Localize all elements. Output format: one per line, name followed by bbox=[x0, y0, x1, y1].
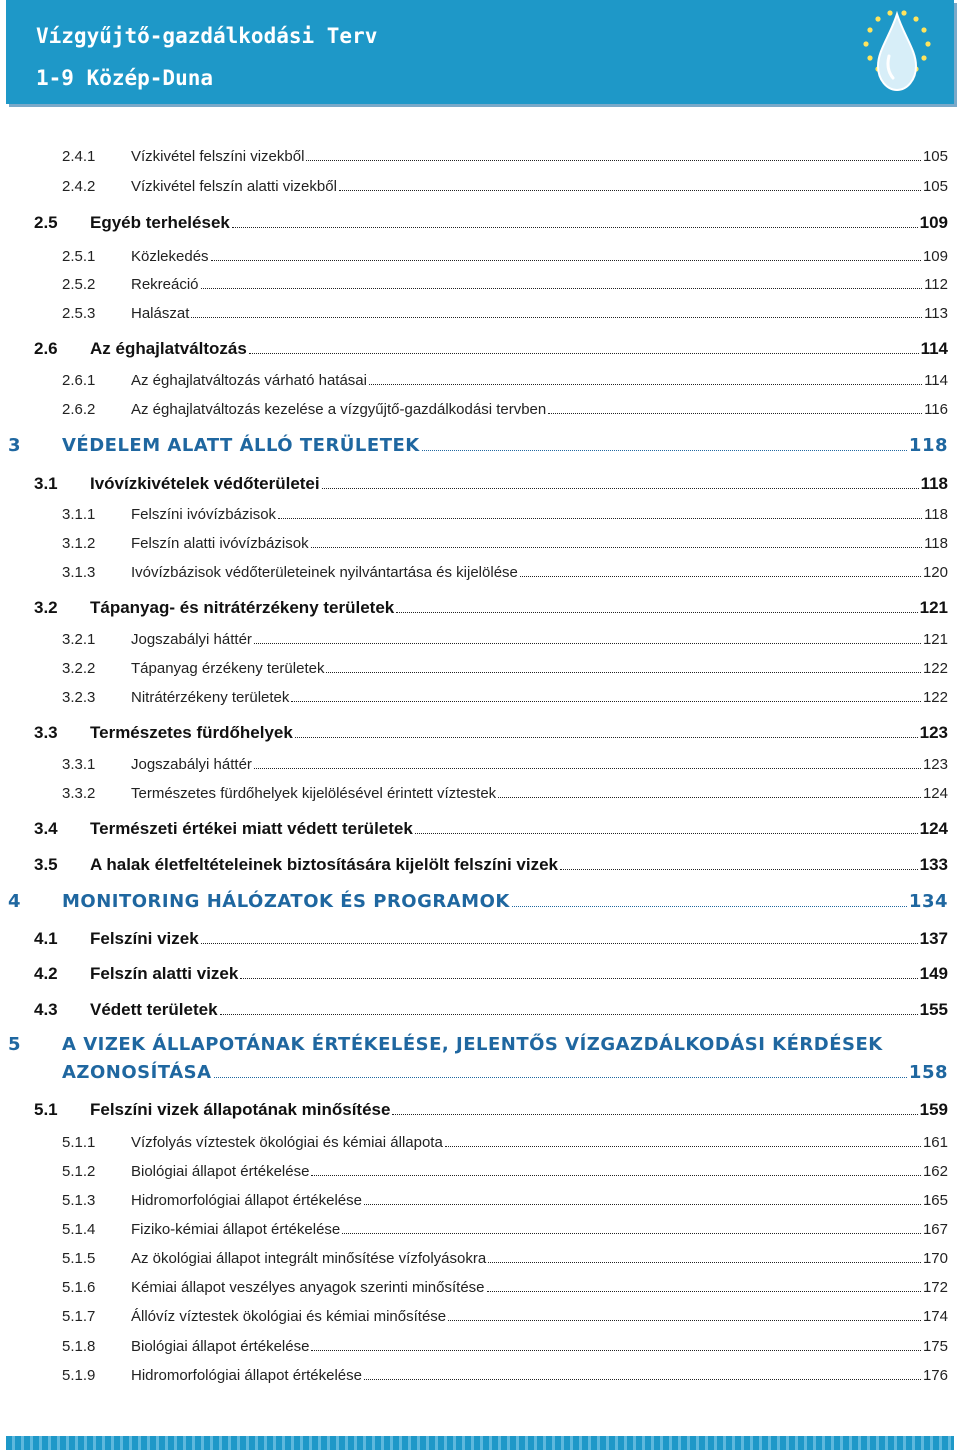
toc-subsection-row[interactable] bbox=[62, 689, 948, 706]
toc-subsection-row[interactable] bbox=[62, 1134, 948, 1151]
toc-dot-leader bbox=[392, 1100, 917, 1115]
toc-number: 4 bbox=[8, 891, 22, 912]
toc-page-number: 118 bbox=[920, 474, 948, 493]
toc-subsection-row[interactable] bbox=[62, 1338, 948, 1355]
toc-number: 5.1.2 bbox=[62, 1163, 96, 1180]
toc-subsection-row[interactable] bbox=[62, 564, 948, 581]
toc-title: Felszíni vizek állapotának minősítése bbox=[90, 1100, 391, 1119]
toc-title: Ivóvízkivételek védőterületei bbox=[90, 474, 320, 493]
toc-subsection-row[interactable] bbox=[62, 305, 948, 322]
toc-subsection-row[interactable] bbox=[62, 1367, 948, 1384]
toc-number: 3.5 bbox=[34, 855, 58, 874]
toc-section-row[interactable] bbox=[34, 929, 948, 949]
toc-page-number: 109 bbox=[919, 213, 948, 232]
toc-page-number: 118 bbox=[924, 506, 948, 523]
toc-dot-leader bbox=[396, 598, 917, 613]
toc-dot-leader bbox=[291, 689, 921, 702]
toc-dot-leader bbox=[295, 723, 918, 738]
toc-title: Halászat bbox=[131, 305, 190, 322]
toc-dot-leader bbox=[232, 213, 918, 228]
toc-number: 2.6 bbox=[34, 339, 58, 358]
toc-subsection-row[interactable] bbox=[62, 1192, 948, 1209]
toc-dot-leader bbox=[211, 248, 921, 261]
toc-subsection-row[interactable] bbox=[62, 1279, 948, 1296]
toc-number: 5 bbox=[8, 1034, 22, 1055]
toc-number: 3.3 bbox=[34, 723, 58, 742]
toc-page-number: 162 bbox=[922, 1163, 948, 1180]
toc-page-number: 155 bbox=[919, 1000, 948, 1019]
toc-page-number: 170 bbox=[922, 1250, 948, 1267]
toc-subsection-row[interactable] bbox=[62, 1163, 948, 1180]
toc-subsection-row[interactable] bbox=[62, 401, 948, 418]
toc-subsection-row[interactable] bbox=[62, 248, 948, 265]
toc-dot-leader bbox=[520, 564, 921, 577]
toc-number: 2.5.3 bbox=[62, 305, 96, 322]
toc-title: Vízkivétel felszín alatti vizekből bbox=[131, 178, 337, 195]
toc-page-number: 121 bbox=[922, 631, 948, 648]
toc-page-number: 118 bbox=[924, 535, 948, 552]
toc-chapter-row[interactable] bbox=[8, 435, 948, 456]
toc-subsection-row[interactable] bbox=[62, 1308, 948, 1325]
toc-subsection-row[interactable] bbox=[62, 631, 948, 648]
toc-title: Az éghajlatváltozás kezelése a vízgyűjtő-gazdálkodási tervben bbox=[131, 401, 547, 418]
toc-title: Tápanyag érzékeny területek bbox=[131, 660, 325, 677]
toc-number: 5.1.4 bbox=[62, 1221, 96, 1238]
toc-page-number: 123 bbox=[922, 756, 948, 773]
toc-title: Vízkivétel felszíni vizekből bbox=[131, 148, 305, 165]
toc-number: 3.1.1 bbox=[62, 506, 96, 523]
toc-subsection-row[interactable] bbox=[62, 756, 948, 773]
toc-page-number: 122 bbox=[922, 689, 948, 706]
toc-title: Rekreáció bbox=[131, 276, 199, 293]
toc-page-number: 165 bbox=[922, 1192, 948, 1209]
toc-page-number: 109 bbox=[922, 248, 948, 265]
toc-subsection-row[interactable] bbox=[62, 660, 948, 677]
toc-page-number: 120 bbox=[922, 564, 948, 581]
toc-dot-leader bbox=[201, 929, 918, 944]
toc-page-number: 105 bbox=[922, 178, 948, 195]
toc-dot-leader bbox=[364, 1192, 921, 1205]
toc-title: Tápanyag- és nitrátérzékeny területek bbox=[90, 598, 395, 617]
toc-page-number: 112 bbox=[924, 276, 948, 293]
toc-number: 5.1.6 bbox=[62, 1279, 96, 1296]
toc-title: Hidromorfológiai állapot értékelése bbox=[131, 1367, 362, 1384]
toc-number: 5.1.9 bbox=[62, 1367, 96, 1384]
toc-section-row[interactable] bbox=[34, 1000, 948, 1020]
toc-page-number: 176 bbox=[922, 1367, 948, 1384]
toc-section-row[interactable] bbox=[34, 819, 948, 839]
toc-number: 2.6.2 bbox=[62, 401, 96, 418]
toc-number: 4.3 bbox=[34, 1000, 58, 1019]
footer-bar bbox=[6, 1436, 954, 1450]
toc-page-number: 133 bbox=[919, 855, 948, 874]
toc-subsection-row[interactable] bbox=[62, 785, 948, 802]
toc-title: Fiziko-kémiai állapot értékelése bbox=[131, 1221, 341, 1238]
toc-title: Jogszabályi háttér bbox=[131, 631, 252, 648]
toc-dot-leader bbox=[254, 756, 921, 769]
toc-number: 3.3.2 bbox=[62, 785, 96, 802]
toc-dot-leader bbox=[445, 1134, 921, 1147]
toc-dot-leader bbox=[498, 785, 921, 798]
toc-title: Jogszabályi háttér bbox=[131, 756, 252, 773]
toc-dot-leader bbox=[339, 178, 921, 191]
toc-page-number: 105 bbox=[922, 148, 948, 165]
toc-number: 5.1.7 bbox=[62, 1308, 96, 1325]
toc-page-number: 174 bbox=[922, 1308, 948, 1325]
toc-number: 5.1.1 bbox=[62, 1134, 96, 1151]
toc-dot-leader bbox=[214, 1063, 907, 1078]
toc-dot-leader bbox=[560, 855, 918, 870]
toc-title: Felszín alatti ivóvízbázisok bbox=[131, 535, 309, 552]
toc-dot-leader bbox=[191, 305, 922, 318]
toc-number: 2.4.1 bbox=[62, 148, 96, 165]
toc-section-row[interactable] bbox=[34, 964, 948, 984]
toc-dot-leader bbox=[422, 436, 907, 451]
toc-page-number: 114 bbox=[924, 372, 948, 389]
toc-page-number: 175 bbox=[922, 1338, 948, 1355]
toc-title: Védett területek bbox=[90, 1000, 218, 1019]
toc-dot-leader bbox=[512, 892, 907, 907]
toc-title: Felszíni vizek bbox=[90, 929, 199, 948]
toc-title: Vízfolyás víztestek ökológiai és kémiai állapota bbox=[131, 1134, 443, 1151]
toc-dot-leader bbox=[488, 1250, 921, 1263]
toc-section-row[interactable] bbox=[34, 339, 948, 359]
toc-page-number: 123 bbox=[919, 723, 948, 742]
toc-dot-leader bbox=[306, 148, 921, 161]
toc-title-continued: AZONOSÍTÁSA bbox=[62, 1062, 212, 1083]
toc-page-number: 172 bbox=[922, 1279, 948, 1296]
toc-section-row[interactable] bbox=[34, 213, 948, 233]
toc-page-number: 167 bbox=[922, 1221, 948, 1238]
toc-chapter-row[interactable] bbox=[8, 891, 948, 912]
toc-dot-leader bbox=[249, 339, 919, 354]
toc-number: 5.1.8 bbox=[62, 1338, 96, 1355]
toc-number: 2.6.1 bbox=[62, 372, 96, 389]
toc-dot-leader bbox=[448, 1308, 921, 1321]
toc-page-number: 122 bbox=[922, 660, 948, 677]
toc-page-number: 159 bbox=[919, 1100, 948, 1119]
toc-dot-leader bbox=[220, 1000, 918, 1015]
toc-subsection-row[interactable] bbox=[62, 506, 948, 523]
toc-title: Az éghajlatváltozás várható hatásai bbox=[131, 372, 367, 389]
toc-title: VÉDELEM ALATT ÁLLÓ TERÜLETEK bbox=[62, 435, 420, 456]
toc-number: 3.2.2 bbox=[62, 660, 96, 677]
toc-number: 3 bbox=[8, 435, 22, 456]
toc-dot-leader bbox=[311, 1338, 921, 1351]
toc-number: 2.4.2 bbox=[62, 178, 96, 195]
toc-page-number: 149 bbox=[919, 964, 948, 983]
toc-page-number: 137 bbox=[919, 929, 948, 948]
toc-title: A halak életfeltételeinek biztosítására kijelölt felszíni vizek bbox=[90, 855, 558, 874]
toc-subsection-row[interactable] bbox=[62, 1221, 948, 1238]
toc-dot-leader bbox=[240, 964, 917, 979]
toc-number: 3.4 bbox=[34, 819, 58, 838]
toc-title: Természetes fürdőhelyek bbox=[90, 723, 293, 742]
toc-page-number: 161 bbox=[922, 1134, 948, 1151]
toc-title: Kémiai állapot veszélyes anyagok szerinti minősítése bbox=[131, 1279, 485, 1296]
toc-number: 3.2 bbox=[34, 598, 58, 617]
toc-number: 5.1.5 bbox=[62, 1250, 96, 1267]
toc-dot-leader bbox=[369, 372, 922, 385]
toc-dot-leader bbox=[254, 631, 921, 644]
toc-dot-leader bbox=[326, 660, 921, 673]
toc-subsection-row[interactable] bbox=[62, 372, 948, 389]
toc-number: 3.2.3 bbox=[62, 689, 96, 706]
toc-number: 2.5 bbox=[34, 213, 58, 232]
toc-page-number: 134 bbox=[908, 891, 948, 912]
toc-dot-leader bbox=[342, 1221, 921, 1234]
toc-title: Hidromorfológiai állapot értékelése bbox=[131, 1192, 362, 1209]
toc-title: MONITORING HÁLÓZATOK ÉS PROGRAMOK bbox=[62, 891, 510, 912]
toc-dot-leader bbox=[311, 535, 923, 548]
toc-dot-leader bbox=[548, 401, 922, 414]
toc-section-row[interactable] bbox=[34, 598, 948, 618]
toc-title: Ivóvízbázisok védőterületeinek nyilvántartása és kijelölése bbox=[131, 564, 518, 581]
toc-dot-leader bbox=[311, 1163, 921, 1176]
toc-section-row[interactable] bbox=[34, 723, 948, 743]
toc-number: 2.5.1 bbox=[62, 248, 96, 265]
toc-dot-leader bbox=[201, 276, 923, 289]
toc-dot-leader bbox=[487, 1279, 921, 1292]
toc-section-row[interactable] bbox=[34, 1100, 948, 1120]
toc-title: Biológiai állapot értékelése bbox=[131, 1338, 310, 1355]
toc-page-number: 118 bbox=[908, 435, 948, 456]
toc-subsection-row[interactable] bbox=[62, 178, 948, 195]
toc-number: 3.2.1 bbox=[62, 631, 96, 648]
toc-subsection-row[interactable] bbox=[62, 1250, 948, 1267]
toc-subsection-row[interactable] bbox=[62, 276, 948, 293]
toc-dot-leader bbox=[322, 474, 919, 489]
toc-page-number: 113 bbox=[924, 305, 948, 322]
toc-number: 3.3.1 bbox=[62, 756, 96, 773]
toc-number: 3.1.2 bbox=[62, 535, 96, 552]
toc-number: 4.2 bbox=[34, 964, 58, 983]
toc-title: Az ökológiai állapot integrált minősítése vízfolyásokra bbox=[131, 1250, 487, 1267]
toc-section-row[interactable] bbox=[34, 855, 948, 875]
toc-title: Nitrátérzékeny területek bbox=[131, 689, 290, 706]
toc-number: 5.1 bbox=[34, 1100, 58, 1119]
toc-title: A VIZEK ÁLLAPOTÁNAK ÉRTÉKELÉSE, JELENTŐS VÍZGAZDÁLKODÁSI KÉRDÉSEK bbox=[62, 1034, 883, 1055]
document-subtitle: 1-9 Közép-Duna bbox=[36, 66, 214, 90]
toc-title: Felszín alatti vizek bbox=[90, 964, 239, 983]
toc-dot-leader bbox=[415, 819, 918, 834]
toc-title: Felszíni ivóvízbázisok bbox=[131, 506, 277, 523]
toc-page-number: 158 bbox=[908, 1062, 948, 1083]
toc-number: 5.1.3 bbox=[62, 1192, 96, 1209]
toc-title: Közlekedés bbox=[131, 248, 209, 265]
toc-title: Az éghajlatváltozás bbox=[90, 339, 247, 358]
toc-page-number: 124 bbox=[922, 785, 948, 802]
toc-page-number: 124 bbox=[919, 819, 948, 838]
toc-page-number: 114 bbox=[920, 339, 948, 358]
toc-title: Természeti értékei miatt védett területek bbox=[90, 819, 413, 838]
toc-title: Állóvíz víztestek ökológiai és kémiai minősítése bbox=[131, 1308, 447, 1325]
toc-number: 2.5.2 bbox=[62, 276, 96, 293]
toc-page-number: 116 bbox=[924, 401, 948, 418]
toc-title: Egyéb terhelések bbox=[90, 213, 230, 232]
toc-subsection-row[interactable] bbox=[62, 148, 948, 165]
toc-number: 3.1.3 bbox=[62, 564, 96, 581]
toc-number: 3.1 bbox=[34, 474, 58, 493]
toc-dot-leader bbox=[278, 506, 922, 519]
document-title: Vízgyűjtő-gazdálkodási Terv bbox=[36, 24, 378, 48]
toc-dot-leader bbox=[364, 1367, 921, 1380]
toc-title: Biológiai állapot értékelése bbox=[131, 1163, 310, 1180]
toc-number: 4.1 bbox=[34, 929, 58, 948]
toc-section-row[interactable] bbox=[34, 474, 948, 494]
toc-subsection-row[interactable] bbox=[62, 535, 948, 552]
toc-page-number: 121 bbox=[919, 598, 948, 617]
toc-title: Természetes fürdőhelyek kijelölésével érintett víztestek bbox=[131, 785, 497, 802]
